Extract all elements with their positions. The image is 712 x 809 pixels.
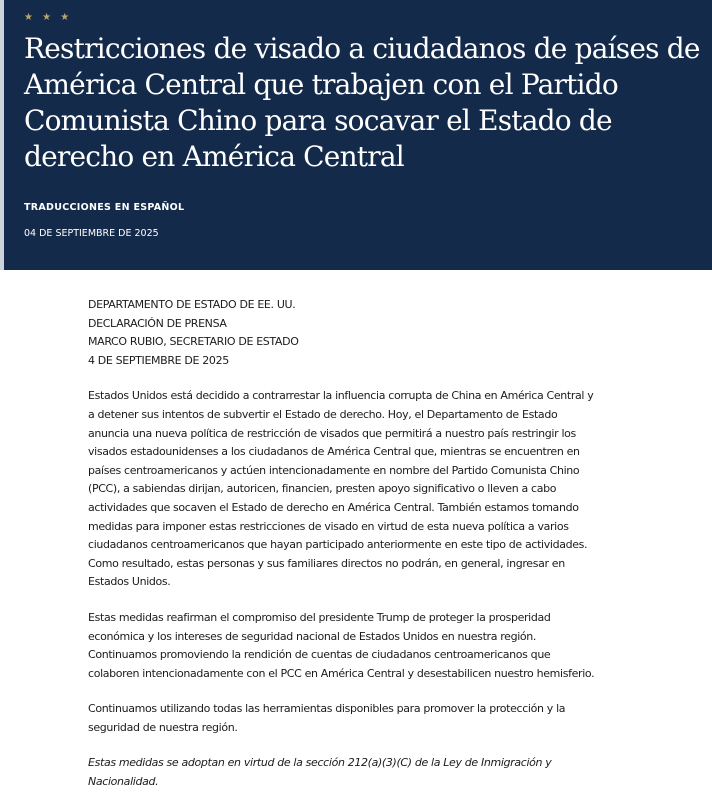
article-paragraph-1: Estados Unidos está decidido a contrarrestar la influencia corrupta de China en América Central y a detener sus intentos de subvertir el Estado de derecho. Hoy, el Departamento de Estado anuncia una nueva política de restricción de visados que permitirá a nuestro país restringir los visados estadounidenses a los ciudadanos de América Central que, mientras se encuentren en países centroamericanos y actúen intencionadamente en nombre del Partido Comunista Chino (PCC), a sabiendas dirijan, autoricen, financien, presten apoyo significativo o lleven a cabo actividades que socaven el Estado de derecho en América Central. También estamos tomando medidas para imponer estas restricciones de visado en virtud de esta nueva política a varios ciudadanos centroamericanos que hayan participado anteriormente en este tipo de actividades. Como resultado, estas personas y sus familiares directos no podrán, en general, ingresar en Estados Unidos.: [88, 389, 594, 589]
header-line-type: DECLARACIÓN DE PRENSA: [88, 316, 227, 330]
article-paragraph-2: Estas medidas reafirman el compromiso del presidente Trump de proteger la prosperidad económica y los intereses de seguridad nacional de Estados Unidos en nuestra región. Continuamos promoviendo la rendición de cuentas de ciudadanos centroamericanos que colaboren intencionadamente con el PCC en América Central y desestabilicen nuestro hemisferio.: [88, 610, 595, 680]
legal-note: Estas medidas se adoptan en virtud de la sección 212(a)(3)(C) de la Ley de Inmigración y Nacionalidad.: [88, 756, 552, 789]
header-line-author: MARCO RUBIO, SECRETARIO DE ESTADO: [88, 335, 299, 349]
article-paragraph-3: Continuamos utilizando todas las herramientas disponibles para promover la protección y la seguridad de nuestra región.: [88, 702, 566, 734]
header-line-date: 4 DE SEPTIEMBRE DE 2025: [88, 353, 229, 367]
category-link[interactable]: TRADUCCIONES EN ESPAÑOL: [24, 202, 185, 213]
stars-icon: ★ ★ ★: [24, 12, 73, 23]
article-body: [88, 296, 596, 809]
hero-banner: [0, 0, 712, 270]
hero-left-edge: [0, 0, 4, 270]
page-title: Restricciones de visado a ciudadanos de países de América Central que trabajen con el Partido Comunista Chino para socavar el Estado de derecho en América Central: [24, 32, 700, 173]
header-line-department: DEPARTAMENTO DE ESTADO DE EE. UU.: [88, 298, 296, 311]
publish-date: 04 DE SEPTIEMBRE DE 2025: [24, 228, 159, 239]
press-statement-header: [88, 296, 596, 370]
